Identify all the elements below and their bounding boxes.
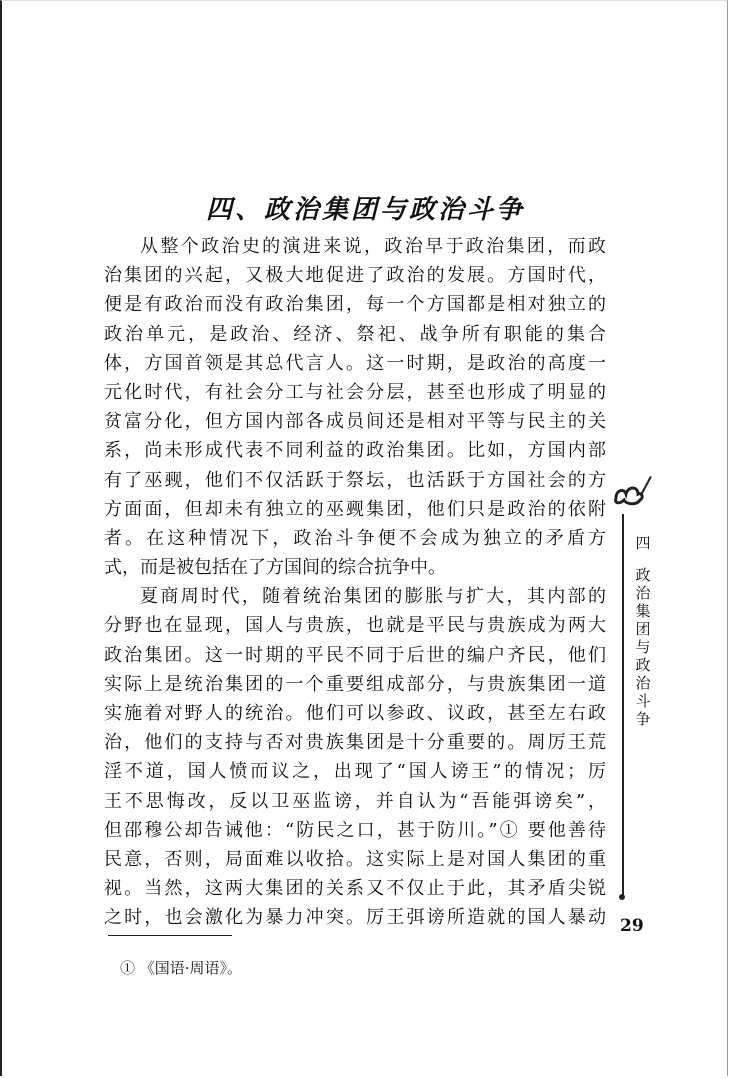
text-line: 政治集团。这一时期的平民不同于后世的编户齐民，他们 — [104, 644, 606, 666]
text-line: 实际上是统治集团的一个重要组成部分，与贵族集团一道 — [104, 673, 606, 695]
text-line: 有了巫觋，他们不仅活跃于祭坛，也活跃于方国社会的方 — [104, 469, 606, 491]
text-line: 方面面，但却未有独立的巫觋集团，他们只是政治的依附 — [104, 498, 606, 520]
chapter-side-label — [632, 534, 654, 728]
text-line: 体，方国首领是其总代言人。这一时期，是政治的高度一 — [104, 352, 606, 374]
text-line: 元化时代，有社会分工与社会分层，甚至也形成了明显的 — [104, 381, 606, 403]
footnote-divider — [108, 935, 232, 936]
text-line: 治集团的兴起，又极大地促进了政治的发展。方国时代， — [104, 265, 606, 287]
tab-rule — [622, 514, 624, 898]
text-line: 王不思悔改，反以卫巫监谤，并自认为“吾能弭谤矣”， — [104, 790, 606, 812]
page-title: 四、政治集团与政治斗争 — [205, 195, 525, 226]
text-line: 分野也在显现，国人与贵族，也就是平民与贵族成为两大 — [104, 615, 606, 637]
text-line: 实施着对野人的统治。他们可以参政、议政，甚至左右政 — [104, 703, 606, 724]
text-line: 从整个政治史的演进来说，政治早于政治集团，而政 — [140, 236, 606, 257]
tab-dot — [619, 894, 625, 900]
text-line: 式，而是被包括在了方国间的综合抗争中。 — [104, 557, 446, 579]
body-text — [104, 232, 606, 933]
text-line: 但邵穆公却告诫他：“防民之口，甚于防川。”① 要他善待 — [104, 819, 606, 841]
footnote: ① 《国语·周语》。 — [120, 959, 243, 977]
text-line: 便是有政治而没有政治集团，每一个方国都是相对独立的 — [104, 294, 606, 316]
page-number: 29 — [620, 916, 644, 936]
chapter-side-tab — [612, 476, 672, 916]
text-line: 者。在这种情况下，政治斗争便不会成为独立的矛盾方 — [104, 527, 606, 549]
chapter-title: 政治集团与政治斗争 — [635, 566, 651, 728]
text-line: 贫富分化，但方国内部各成员间还是相对平等与民主的关 — [104, 411, 606, 433]
text-line: 民意，否则，局面难以收拾。这实际上是对国人集团的重 — [104, 848, 606, 870]
text-line: 之时，也会激化为暴力冲突。厉王弭谤所造就的国人暴动 — [104, 907, 606, 929]
paragraph-1 — [104, 232, 606, 582]
text-line: 视。当然，这两大集团的关系又不仅止于此，其矛盾尖锐 — [104, 878, 606, 900]
text-line: 夏商周时代，随着统治集团的膨胀与扩大，其内部的 — [140, 586, 606, 608]
paragraph-2 — [104, 582, 606, 932]
text-line: 政治单元，是政治、经济、祭祀、战争所有职能的集合 — [104, 323, 606, 345]
text-line: 淫不道，国人愤而议之，出现了“国人谤王”的情况；厉 — [104, 761, 606, 783]
text-line: 治，他们的支持与否对贵族集团是十分重要的。周厉王荒 — [104, 732, 606, 754]
chapter-number: 四 — [635, 534, 651, 552]
text-line: 系，尚未形成代表不同利益的政治集团。比如，方国内部 — [104, 440, 606, 462]
